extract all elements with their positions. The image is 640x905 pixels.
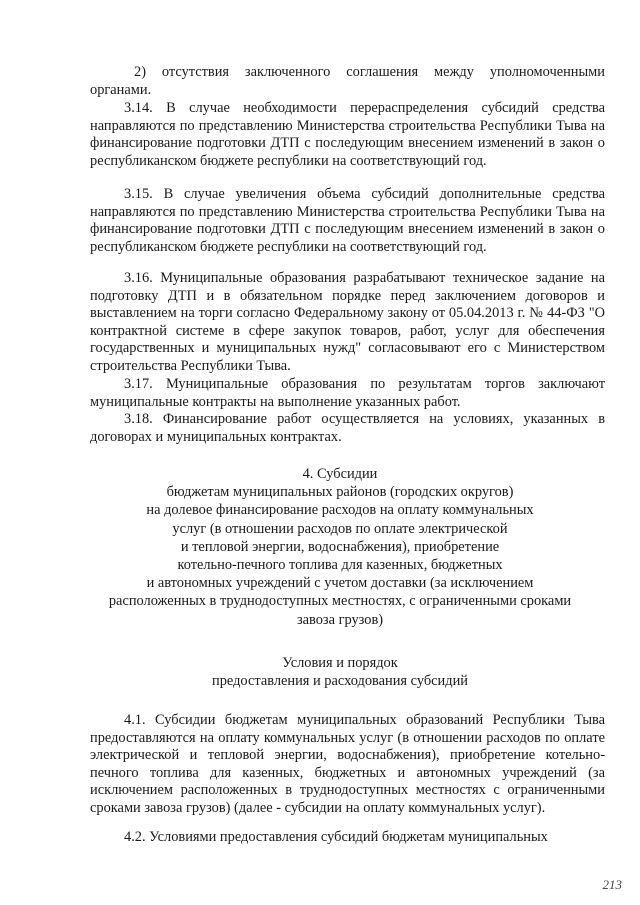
section-heading-line: и тепловой энергии, водоснабжения), приобретение — [180, 538, 500, 555]
section-heading — [60, 465, 620, 629]
paragraph-3-17: 3.17. Муниципальные образования по результатам торгов заключают муниципальные контракты на выполнение указанных работ. — [90, 376, 605, 410]
section-heading-line: котельно-печного топлива для казенных, бюджетных — [177, 557, 503, 574]
paragraph-3-15: 3.15. В случае увеличения объема субсидий дополнительные средства направляются по представлению Министерства строительства Республики Тыва на финансирование подготовки ДТП с последующим внесением изменений в закон о республиканском бюджете республики на соответствующий год. — [90, 186, 605, 255]
section-heading-line: и автономных учреждений с учетом доставки (за исключением — [146, 575, 534, 592]
subheading-line: Условия и порядок — [282, 655, 398, 671]
section-heading-line: завоза грузов) — [296, 611, 384, 628]
section-heading-line: расположенных в труднодоступных местностях, с ограниченными сроками — [108, 593, 572, 610]
page-number: 213 — [602, 877, 622, 892]
section-heading-line: на долевое финансирование расходов на оплату коммунальных — [146, 502, 534, 519]
paragraph-3-13-item-2: 2) отсутствия заключенного соглашения между уполномоченными органами. — [90, 64, 605, 98]
subheading-line: предоставления и расходования субсидий — [212, 673, 468, 690]
subheading — [60, 654, 620, 690]
section-heading-line: бюджетам муниципальных районов (городских округов) — [166, 484, 514, 501]
paragraph-3-14: 3.14. В случае необходимости перераспределения субсидий средства направляются по представлению Министерства строительства Республики Тыва на финансирование подготовки ДТП с последующим внесением изменений в закон о республиканском бюджете республики на соответствующий год. — [90, 100, 605, 169]
paragraph-3-16: 3.16. Муниципальные образования разрабатывают техническое задание на подготовку ДТП и в обязательном порядке перед заключением договоров и выставлением на торги согласно Федеральному закону от 05.04.2013 г. № 44-ФЗ "О контрактной системе в сфере закупок товаров, работ, услуг для обеспечения государственных и муниципальных нужд" согласовывают его с Министерством строительства Республики Тыва. — [90, 270, 605, 374]
section-heading-line: услуг (в отношении расходов по оплате электрической — [172, 520, 508, 537]
paragraph-3-18: 3.18. Финансирование работ осуществляется на условиях, указанных в договорах и муниципальных контрактах. — [90, 411, 605, 445]
paragraph-4-1: 4.1. Субсидии бюджетам муниципальных образований Республики Тыва предоставляются на оплату коммунальных услуг (в отношении расходов по оплате электрической и тепловой энергии, водоснабжения), приобретение котельно-печного топлива для казенных, бюджетных и автономных учреждений (за исключением расположенных в труднодоступных местностях с ограниченными сроками завоза грузов) (далее - субсидии на оплату коммунальных услуг). — [90, 712, 605, 816]
paragraph-4-2: 4.2. Условиями предоставления субсидий бюджетам муниципальных — [124, 829, 548, 845]
section-title: 4. Субсидии — [302, 466, 378, 482]
